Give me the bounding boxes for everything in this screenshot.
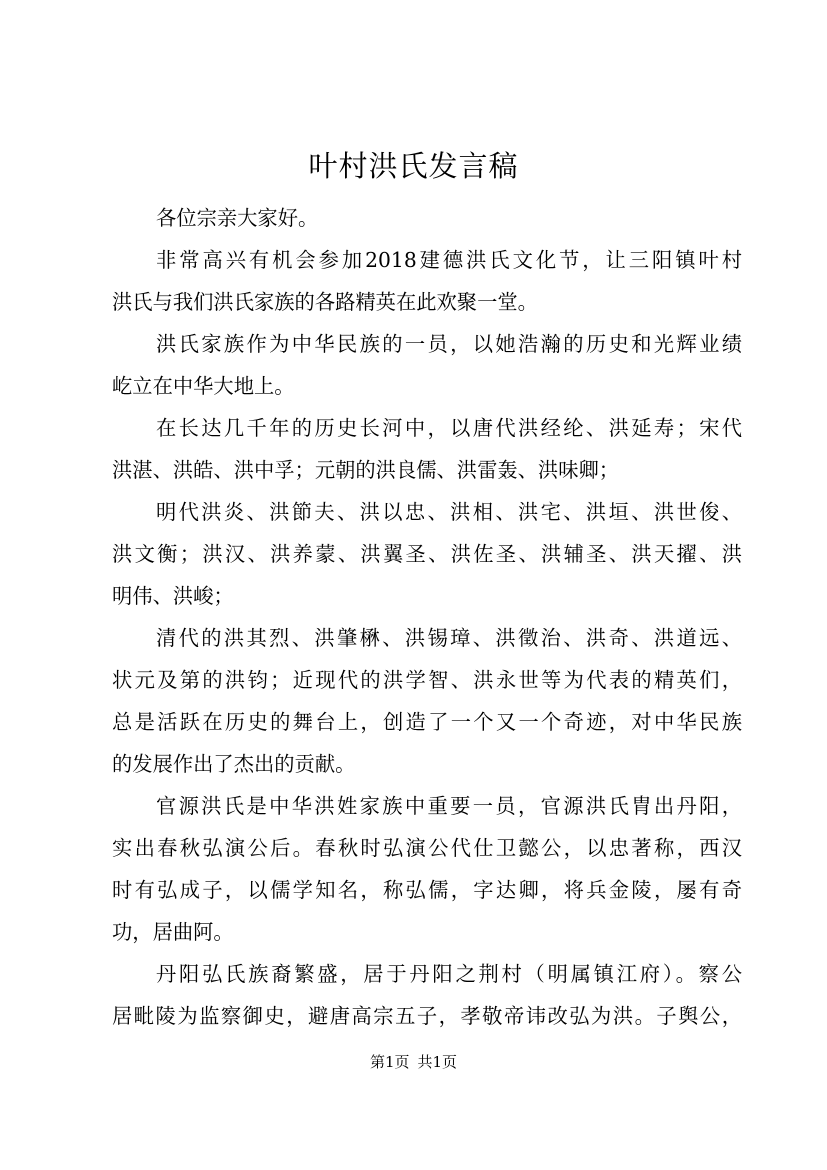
page-footer [0, 1052, 827, 1072]
text-line: 各位宗亲大家好。 [156, 206, 319, 230]
text-line: 洪氏家族作为中华民族的一员，以她浩瀚的历史和光辉业绩 [156, 332, 742, 356]
document-title: 叶村洪氏发言稿 [308, 149, 519, 183]
text-line: 屹立在中华大地上。 [112, 374, 295, 398]
text-line: 明代洪炎、洪節夫、洪以忠、洪相、洪宅、洪垣、洪世俊、 [156, 500, 742, 524]
text-line: 非常高兴有机会参加2018建德洪氏文化节，让三阳镇叶村 [156, 248, 742, 272]
text-line: 实出春秋弘演公后。春秋时弘演公代仕卫懿公，以忠著称，西汉 [112, 836, 742, 860]
text-line: 状元及第的洪钧；近现代的洪学智、洪永世等为代表的精英们， [112, 668, 742, 692]
page-total: 共1页 [417, 1053, 458, 1071]
text-line: 明伟、洪峻； [112, 584, 234, 608]
text-line: 总是活跃在历史的舞台上，创造了一个又一个奇迹，对中华民族 [112, 710, 742, 734]
text-line: 丹阳弘氏族裔繁盛，居于丹阳之荆村（明属镇江府）。察公 [156, 962, 742, 986]
document-body [112, 197, 742, 1037]
text-line: 清代的洪其烈、洪肇楙、洪锡璋、洪徵治、洪奇、洪道远、 [156, 626, 742, 650]
text-line: 洪文衡；洪汉、洪养蒙、洪翼圣、洪佐圣、洪辅圣、洪天擢、洪 [112, 542, 742, 566]
text-line: 功，居曲阿。 [112, 920, 234, 944]
text-line: 洪湛、洪皓、洪中孚；元朝的洪良儒、洪雷轰、洪味卿； [112, 458, 620, 482]
page-number: 第1页 [369, 1053, 410, 1071]
text-line: 居毗陵为监察御史，避唐高宗五子，孝敬帝讳改弘为洪。子舆公， [112, 1004, 742, 1028]
text-line: 在长达几千年的历史长河中，以唐代洪经纶、洪延寿；宋代 [156, 416, 742, 440]
text-line: 时有弘成子，以儒学知名，称弘儒，字达卿，将兵金陵，屡有奇 [112, 878, 742, 902]
text-line: 的发展作出了杰出的贡献。 [112, 752, 356, 776]
text-line: 洪氏与我们洪氏家族的各路精英在此欢聚一堂。 [112, 290, 538, 314]
text-line: 官源洪氏是中华洪姓家族中重要一员，官源洪氏胄出丹阳， [156, 794, 742, 818]
